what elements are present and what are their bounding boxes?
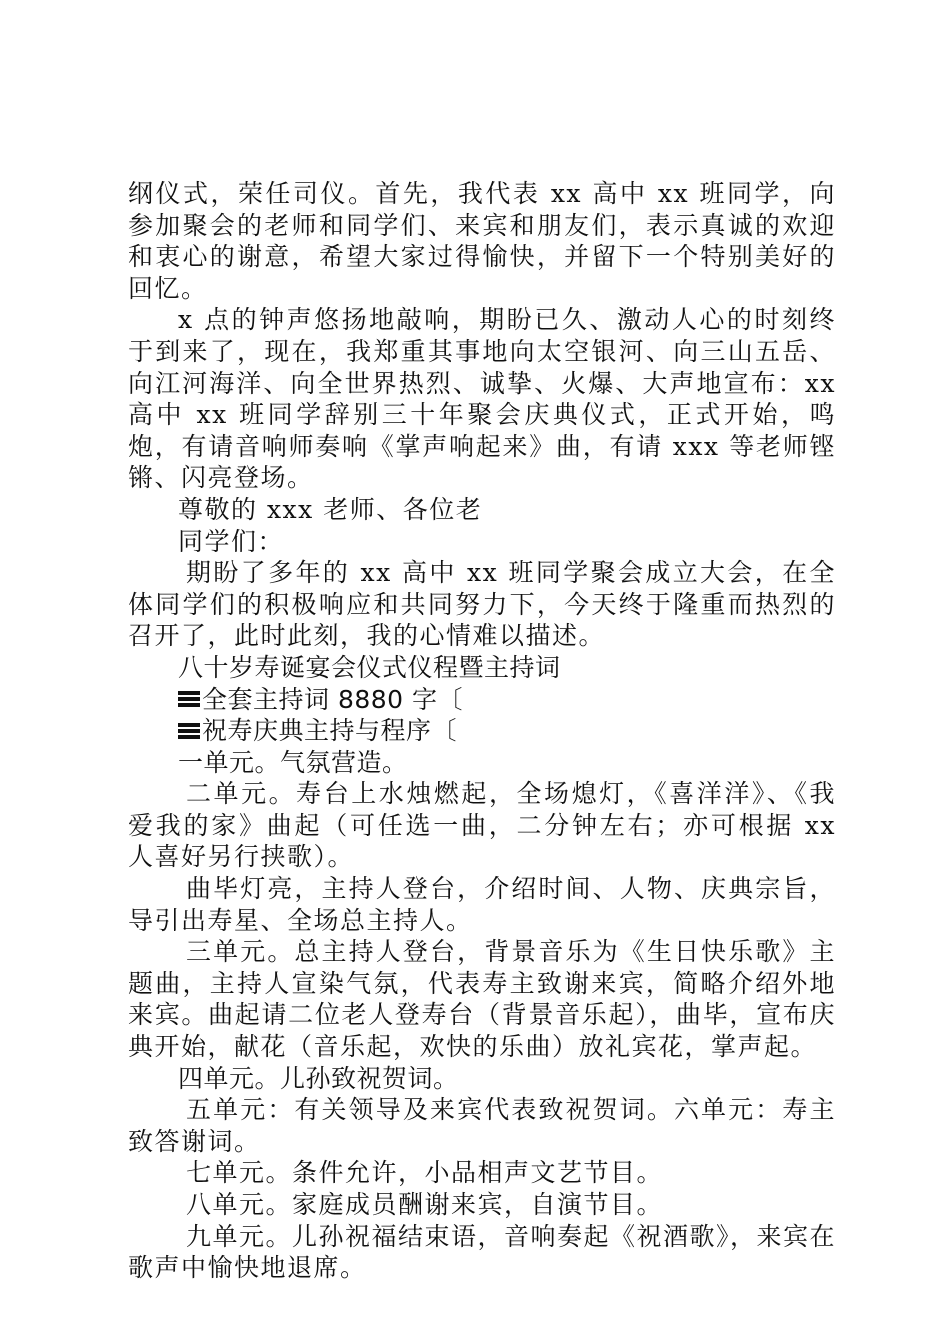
paragraph-opening: 纲仪式，荣任司仪。首先，我代表 xx 高中 xx 班同学，向参加聚会的老师和同学们、来宾和朋友们，表示真诚的欢迎和衷心的谢意，希望大家过得愉快，并留下一个特别美好的回忆。 (128, 179, 836, 303)
paragraph-greeting-teachers: 尊敬的 xxx 老师、各位老 (178, 494, 483, 524)
section-heading: 八十岁寿诞宴会仪式仪程暨主持词 (178, 652, 561, 682)
paragraph-lights-on: 曲毕灯亮，主持人登台，介绍时间、人物、庆典宗旨，导引出寿星、全场总主持人。 (128, 874, 836, 935)
list-item-label: 祝寿庆典主持与程序〔 (202, 716, 458, 746)
list-item-label: 全套主持词 8880 字〔 (202, 684, 464, 714)
paragraph-unit-4: 四单元。儿孙致祝贺词。 (178, 1063, 459, 1093)
list-item (128, 715, 836, 747)
triple-bar-icon (178, 722, 200, 740)
paragraph-unit-9: 九单元。儿孙祝福结束语，音响奏起《祝酒歌》，来宾在歌声中愉快地退席。 (128, 1221, 837, 1283)
triple-bar-icon (178, 690, 200, 708)
list-item (128, 684, 836, 716)
paragraph-unit-5-6: 五单元：有关领导及来宾代表致祝贺词。六单元：寿主致答谢词。 (128, 1095, 836, 1156)
paragraph-announcement: x 点的钟声悠扬地敲响，期盼已久、激动人心的时刻终于到来了，现在，我郑重其事地向太空银河、向三山五岳、向江河海洋、向全世界热烈、诚挚、火爆、大声地宣布：xx 高中 xx 班同学辞别三十年聚会庆典仪式，正式开始，鸣炮，有请音响师奏响《掌声响起来》曲，有请 xxx 等老师铿锵、闪亮登场。 (128, 305, 836, 493)
document-body (128, 178, 836, 1284)
paragraph-reunion: 期盼了多年的 xx 高中 xx 班同学聚会成立大会，在全体同学们的积极响应和共同努力下，今天终于隆重而热烈的召开了，此时此刻，我的心情难以描述。 (128, 558, 836, 651)
paragraph-unit-2: 二单元。寿台上水烛燃起，全场熄灯，《喜洋洋》、《我爱我的家》曲起（可任选一曲，二分钟左右；亦可根据 xx 人喜好另行挟歌）。 (128, 779, 836, 872)
paragraph-unit-8: 八单元。家庭成员酬谢来宾，自演节目。 (186, 1190, 664, 1219)
paragraph-unit-3: 三单元。总主持人登台，背景音乐为《生日快乐歌》主题曲，主持人宣染气氛，代表寿主致谢来宾，简略介绍外地来宾。曲起请二位老人登寿台（背景音乐起），曲毕，宣布庆典开始，献花（音乐起，欢快的乐曲）放礼宾花，掌声起。 (128, 937, 836, 1062)
paragraph-greeting-classmates: 同学们： (178, 526, 285, 556)
paragraph-unit-7: 七单元。条件允许，小品相声文艺节目。 (186, 1158, 664, 1188)
paragraph-unit-1: 一单元。气氛营造。 (178, 747, 408, 777)
